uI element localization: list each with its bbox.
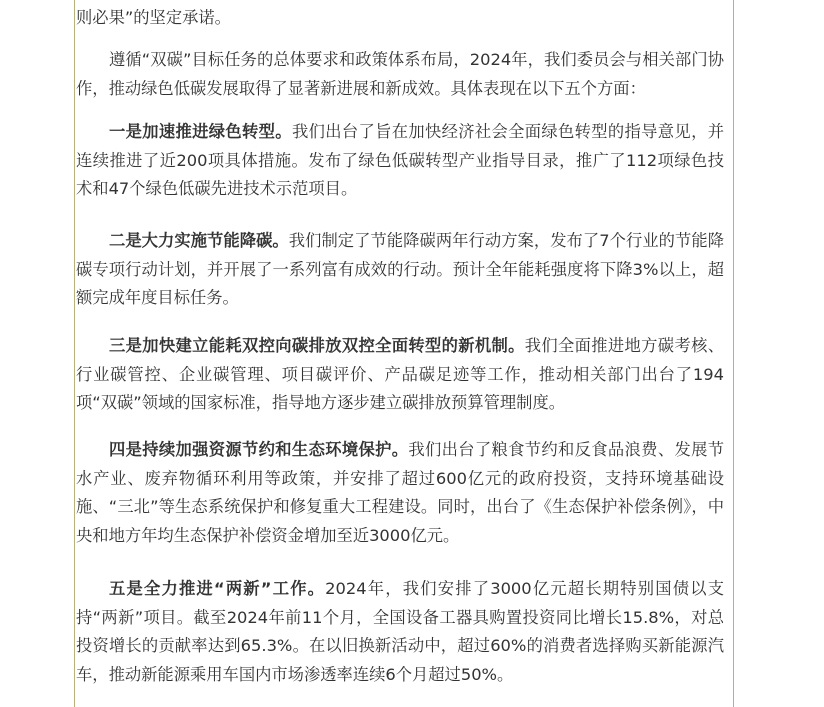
paragraph-lead: 四是持续加强资源节约和生态环境保护。 <box>109 440 409 459</box>
paragraph-lead: 一是加速推进绿色转型。 <box>109 122 292 141</box>
paragraph-text: 2024年，我们安排了3000亿元超长期特别国债以支持“两新”项目。截至2024年前11个月，全国设备工器具购置投资同比增长15.8%，对总投资增长的贡献率达到65.3%。在以旧换新活动中，超过60%的消费者选择购买新能源汽车，推动新能源乘用车国内市场渗透率连续6个月超过50%。 <box>76 579 725 684</box>
paragraph-energy-saving <box>76 227 724 313</box>
paragraph-text: 我们全面推进地方碳考核、行业碳管控、企业碳管理、项目碳评价、产品碳足迹等工作，推动相关部门出台了194项“双碳”领域的国家标准，指导地方逐步建立碳排放预算管理制度。 <box>76 336 724 412</box>
paragraph-lead: 五是全力推进“两新”工作。 <box>109 579 326 598</box>
paragraph-text: 则必果”的坚定承诺。 <box>76 8 231 27</box>
paragraph-text: 遵循“双碳”目标任务的总体要求和政策体系布局，2024年，我们委员会与相关部门协作，推动绿色低碳发展取得了显著新进展和新成效。具体表现在以下五个方面： <box>76 50 724 98</box>
paragraph-text: 我们出台了旨在加快经济社会全面绿色转型的指导意见，并连续推进了近200项具体措施。发布了绿色低碳转型产业指导目录，推广了112项绿色技术和47个绿色低碳先进技术示范项目。 <box>76 122 724 198</box>
paragraph-green-transition <box>76 118 724 204</box>
paragraph-carbon-mechanism <box>76 332 724 418</box>
paragraph-continuation <box>76 4 724 33</box>
paragraph-lead: 二是大力实施节能降碳。 <box>109 231 289 250</box>
paragraph-text: 我们出台了粮食节约和反食品浪费、发展节水产业、废弃物循环利用等政策，并安排了超过600亿元的政府投资，支持环境基础设施、“三北”等生态系统保护和修复重大工程建设。同时，出台了《生态保护补偿条例》，中央和地方年均生态保护补偿资金增加至近3000亿元。 <box>76 440 724 545</box>
paragraph-text: 我们制定了节能降碳两年行动方案，发布了7个行业的节能降碳专项行动计划，并开展了一系列富有成效的行动。预计全年能耗强度将下降3%以上，超额完成年度目标任务。 <box>76 231 724 307</box>
paragraph-two-new <box>76 575 724 689</box>
paragraph-intro <box>76 46 724 103</box>
paragraph-resource-ecology <box>76 436 724 550</box>
paragraph-lead: 三是加快建立能耗双控向碳排放双控全面转型的新机制。 <box>109 336 525 355</box>
